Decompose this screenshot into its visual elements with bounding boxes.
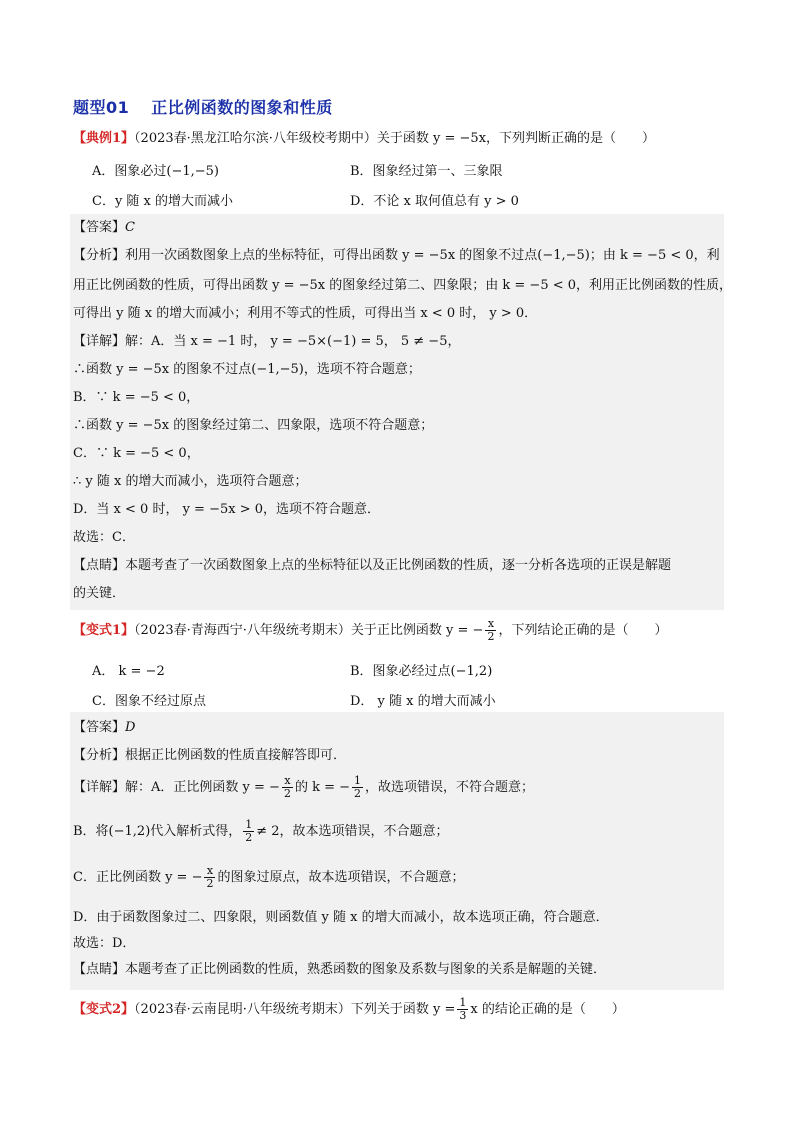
variant1-detail-line-2: B．将(−1,2)代入解析式得， $\frac{1}{2}$ ≠ 2，故本选项错误，不合题意； — [73, 818, 449, 844]
answer-label: 【答案】 — [73, 220, 126, 235]
example1-detail-line-7: D．当 x < 0 时， y = −5x > 0，选项不符合题意． — [73, 502, 381, 517]
variant1-option-a: A． k = −2 — [92, 664, 165, 679]
example1-detail-line-3: B．∵ k = −5 < 0， — [73, 390, 200, 405]
variant1-option-d: D． y 随 x 的增大而减小 — [350, 694, 496, 709]
example1-detail-line-2: ∴函数 y = −5x 的图象不过点(−1,−5)，选项不符合题意； — [73, 362, 421, 377]
example1-comment-line-2: 的关键． — [73, 586, 126, 601]
example1-comment-line-1: 【点睛】本题考查了一次函数图象上点的坐标特征以及正比例函数的性质，逐一分析各选项的正误是解题 — [73, 558, 672, 573]
example1-option-c: C．y 随 x 的增大而减小 — [92, 194, 234, 209]
example1-solution-block — [70, 214, 724, 610]
variant1-option-b: B．图象必经过点(−1,2) — [350, 664, 493, 679]
variant1-analysis: 【分析】根据正比例函数的性质直接解答即可． — [73, 748, 347, 763]
example1-analysis-line-2: 用正比例函数的性质，可得出函数 y = −5x 的图象经过第二、四象限；由 k = −5 < 0，利用正比例函数的性质， — [73, 278, 733, 293]
variant1-detail-line-3: C．正比例函数 y = − $\frac{x}{2}$ 的图象过原点，故本选项错误，不合题意； — [73, 864, 465, 890]
comment-label: 【点睛】 — [73, 558, 126, 573]
fraction: $\frac{x}{2}$ — [487, 617, 495, 643]
example1-detail-line-1: 【详解】解：A．当 x = −1 时， y = −5×(−1) = 5， 5 ≠ −5， — [73, 334, 461, 349]
example1-question — [73, 129, 655, 149]
variant1-detail-line-4: D．由于函数图象过二、四象限，则函数值 y 随 x 的增大而减小，故本选项正确，符合题意． — [73, 910, 609, 925]
variant1-detail-line-5: 故选：D． — [73, 936, 136, 951]
example1-detail-line-8: 故选：C． — [73, 530, 135, 545]
variant2-tag: 【变式2】 — [73, 1002, 135, 1017]
example1-answer — [73, 218, 135, 238]
example1-analysis-line-3: 可得出 y 随 x 的增大而减小；利用不等式的性质，可得出当 x < 0 时， y > 0． — [73, 306, 538, 321]
analysis-label: 【分析】 — [73, 248, 126, 263]
variant1-tag: 【变式1】 — [73, 623, 135, 638]
section-label: 题型01 — [73, 98, 130, 117]
variant1-detail-line-1: 【详解】解：A．正比例函数 y = − $\frac{x}{2}$ 的 k = − $\frac{1}{2}$ ，故选项错误，不符合题意； — [73, 774, 535, 800]
section-heading: 正比例函数的图象和性质 — [151, 98, 333, 117]
example1-option-d: D．不论 x 取何值总有 y > 0 — [350, 194, 519, 209]
example1-tag: 【典例1】 — [73, 131, 135, 146]
detail-label: 【详解】 — [73, 334, 126, 349]
variant1-comment: 【点睛】本题考查了正比例函数的性质，熟悉函数的图象及系数与图象的关系是解题的关键． — [73, 962, 607, 977]
example1-option-a: A．图象必过(−1,−5) — [92, 164, 219, 179]
section-title — [73, 95, 333, 118]
example1-source: （2023春·黑龙江哈尔滨·八年级校考期中） — [134, 131, 377, 146]
example1-question-text: 关于函数 y = −5x，下列判断正确的是（ ） — [376, 131, 656, 146]
example1-detail-line-6: ∴ y 随 x 的增大而减小，选项符合题意； — [73, 474, 308, 489]
answer-value: C — [125, 220, 135, 235]
example1-analysis-line-1: 【分析】利用一次函数图象上点的坐标特征，可得出函数 y = −5x 的图象不过点(−1,−5)；由 k = −5 < 0，利 — [73, 248, 720, 263]
example1-detail-line-4: ∴函数 y = −5x 的图象经过第二、四象限，选项不符合题意； — [73, 418, 434, 433]
variant1-answer: 【答案】D — [73, 720, 136, 735]
variant1-question: 【变式1】（2023春·青海西宁·八年级统考期末）关于正比例函数 y = − $\frac{x}{2}$ ，下列结论正确的是（ ） — [73, 617, 668, 643]
variant2-question: 【变式2】（2023春·云南昆明·八年级统考期末）下列关于函数 y = $\frac{1}{3}$ x 的结论正确的是（ ） — [73, 996, 625, 1022]
example1-option-b: B．图象经过第一、三象限 — [350, 164, 503, 179]
variant1-option-c: C．图象不经过原点 — [92, 694, 206, 709]
example1-detail-line-5: C．∵ k = −5 < 0， — [73, 446, 200, 461]
